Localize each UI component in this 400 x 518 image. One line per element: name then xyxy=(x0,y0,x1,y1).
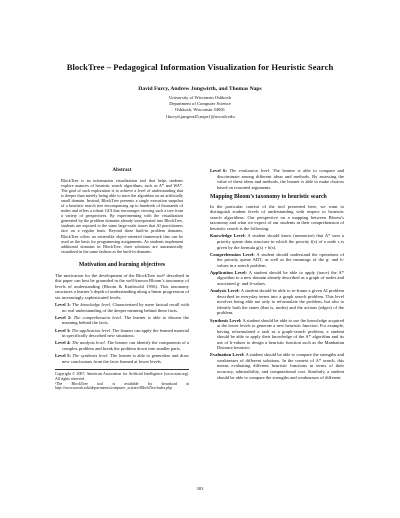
copyright-notice: Copyright © 2007, American Association for Artificial Intelligence (www.aaai.org). All rights reserved. xyxy=(55,372,189,381)
right-column xyxy=(210,168,344,382)
level-label: Level 3: xyxy=(55,327,71,333)
level-item xyxy=(55,353,189,364)
abstract-heading: Abstract xyxy=(112,167,132,173)
mapping-label: Comprehension Level: xyxy=(210,251,255,257)
footnote-text: ¹The BlockTree tool is available for download at xyxy=(55,381,189,386)
author-emails: {furcyd,jungwa45,naps}@uwosh.edu xyxy=(165,113,235,119)
footnote-1 xyxy=(55,382,189,392)
level-name: The application level. xyxy=(71,327,112,333)
page-number: 303 xyxy=(196,486,204,491)
left-column xyxy=(55,168,189,391)
level-name: The evaluation level. xyxy=(229,168,271,173)
mapping-item xyxy=(210,233,344,250)
level-text: The learner can apply the learned material in specifically described new situations. xyxy=(62,327,190,339)
mapping-label: Analysis Level: xyxy=(210,288,240,294)
mapping-label: Knowledge Level: xyxy=(210,233,246,239)
level-name: The comprehension level. xyxy=(73,314,122,320)
level-item xyxy=(210,168,344,190)
affiliation-line: Department of Computer Science xyxy=(169,101,231,107)
level-label: Level 2: xyxy=(55,314,72,320)
mapping-item xyxy=(210,270,344,287)
mapping-text: A student should be able to use the knowledge acquired at the lower levels to generate a new heuristic function. For example, having reformulated a task as a graph-search problem, a student should be able to apply their knowledge of the A* algorithm and its use of h-values to design a heuristic function such as the Manhattan Distance heuristic. xyxy=(217,317,344,351)
level-name: The analysis level. xyxy=(71,340,106,346)
mapping-item xyxy=(210,352,344,380)
section-intro: In the particular context of the tool presented here, we want to distinguish student levels of understanding with respect to heuristic search algorithms. Our perspective on a mapping between Bloom’s taxonomy and what we expect of our students in their comprehension of heuristic search is the following: xyxy=(210,203,344,231)
level-text: The learner is able to discern the meaning behind the facts. xyxy=(62,314,189,326)
mapping-text: A student should know (memorize) that A* uses a priority queue data structure in which the priority f(s) of a node s is given by the formula g(s) + h(s). xyxy=(217,233,345,250)
level-item xyxy=(55,340,189,351)
level-label: Level 1: xyxy=(55,302,71,308)
level-label: Level 4: xyxy=(55,340,71,346)
level-label: Level 5: xyxy=(55,352,71,358)
level-name: The knowledge level. xyxy=(72,302,112,308)
level-item xyxy=(55,302,189,313)
footnotes xyxy=(55,369,189,391)
author-list: David Furcy, Andrew Jungwirth, and Thomas Naps xyxy=(138,86,262,92)
level-label: Level 6: xyxy=(210,168,227,173)
mapping-label: Evaluation Level: xyxy=(210,352,245,358)
section-heading-mapping: Mapping Bloom’s taxonomy to heuristic search xyxy=(210,194,327,201)
mapping-item xyxy=(210,252,344,269)
paper-title: BlockTree – Pedagogical Information Visualization for Heuristic Search xyxy=(66,62,334,72)
mapping-text: A student should be able to re-frame a given AI problem described in everyday terms into a graph search problem. This level involves being able not only to reformulate the problem, but also to identify both the states (that is, nodes) and the actions (edges) of the problem. xyxy=(217,288,345,316)
mapping-item xyxy=(210,288,344,316)
level-item xyxy=(55,328,189,339)
mapping-item xyxy=(210,318,344,351)
mapping-label: Application Level: xyxy=(210,269,247,275)
mapping-text: A student should understand the operations of the priority queue ADT, as well as the meanings of the g- and h-values in a search problem. xyxy=(217,251,344,268)
affiliation xyxy=(0,95,400,120)
download-link[interactable]: http://www.uwosh.edu/departments/computer_science/BlockTree/index.php xyxy=(55,386,173,391)
mapping-text: A student should be able to compare the strengths and weaknesses of different solutions. In the context of A* search, this means evaluating different heuristic functions in terms of their accuracy, admissibility, and computational cost. Similarly, a student should be able to compare the strengths and weaknesses of different xyxy=(217,352,344,380)
level-text: The learner is able to generalize and draw new conclusions from the facts learned at lower levels. xyxy=(62,352,190,364)
section-intro: The motivation for the development of the BlockTree tool¹ described in this paper can best be grounded in the well-known Bloom’s taxonomy of levels of understanding (Bloom & Krathwohl 1956). This taxonomy structures a learner’s depth of understanding along a linear progression of six increasingly sophisticated levels: xyxy=(55,272,190,300)
level-item xyxy=(55,315,189,326)
level-name: The synthesis level. xyxy=(72,352,109,358)
level-text: The learner is able to compare and discriminate among different ideas and methods. By assessing the value of these ideas and methods, the learner is able to make choices based on reasoned arguments. xyxy=(217,168,345,190)
mapping-text: A student should be able to apply (trace) the A* algorithm to a new domain already described as a graph of nodes and associated g- and h-values. xyxy=(217,269,344,287)
abstract-text: BlockTree is an information visualization tool that helps students explore nuances of heuristic search algorithms, such as A* and WA*. The goal of such exploration is to achieve a level of understanding that is deeper than merely being able to trace the algorithm on an artificially small domain. Instead, BlockTree presents a single execution snapshot of a heuristic search tree encompassing up to hundreds of thousands of nodes and offers a robust GUI that encourages viewing such a tree from a variety of perspectives. By experimenting with the visualization generated by the problem domains already incorporated into BlockTree, students are exposed to the same large-scale issues that AI practitioners face on a regular basis. Beyond these built-in problem domains, BlockTree offers an extensible object-oriented framework that can be used as the basis for programming assignments. As students implement additional domains in BlockTree, their solutions are automatically visualized in the same fashion as the built-in domains. xyxy=(61,177,183,254)
section-heading-motivation: Motivation and learning objectives xyxy=(78,261,166,268)
affiliation-line: University of Wisconsin Oshkosh xyxy=(169,95,231,100)
affiliation-line: Oshkosh, Wisconsin 54901 xyxy=(174,107,226,113)
mapping-label: Synthesis Level: xyxy=(210,317,242,323)
level-text: Characterized by mere factual recall with no real understanding of the deeper meaning behind these facts. xyxy=(62,302,189,313)
level-text: The learner can identify the components of a complex problem and break the problem down into smaller parts. xyxy=(62,340,190,351)
